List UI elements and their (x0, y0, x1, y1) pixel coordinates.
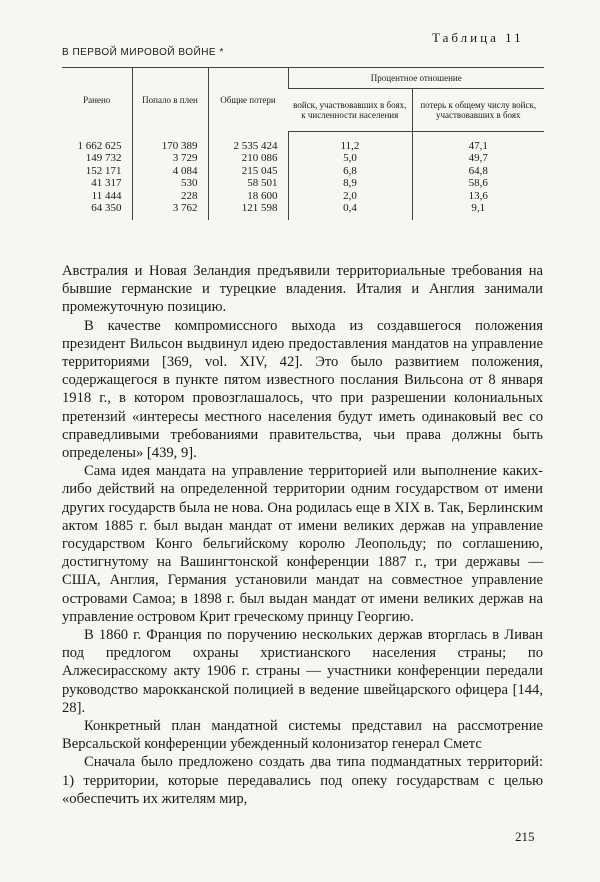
cell-wounded: 149 732 (85, 152, 122, 165)
table-number-label: Таблица 11 (432, 30, 524, 45)
header-pct-losses: потерь к общему числу войск, участвовавших в боях (412, 89, 544, 132)
cell-captured: 170 389 (132, 132, 208, 153)
cell-pct-losses: 64,8 (412, 165, 544, 177)
table-row (62, 177, 544, 189)
cell-captured: 530 (132, 177, 208, 189)
cell-wounded: 11 444 (91, 189, 122, 202)
page-number: 215 (515, 829, 535, 844)
cell-wounded: 152 171 (85, 164, 122, 177)
header-pct-troops: войск, участвовавших в боях, к численности населения (288, 89, 412, 132)
cell-pct-losses: 58,6 (412, 177, 544, 189)
cell-wounded: 41 317 (91, 177, 122, 190)
losses-table (62, 67, 544, 220)
table-row (62, 165, 544, 177)
cell-pct-losses: 49,7 (412, 152, 544, 164)
cell-total: 18 600 (208, 190, 288, 202)
cell-total: 2 535 424 (208, 132, 288, 153)
paragraph: В 1860 г. Франция по поручению нескольких держав вторглась в Ливан под предлогом охраны христианского населения страны; по Алжесирасскому акту 1906 г. страны — участники конференции передали руководство марокканской полицией в ведение швейцарского офицера [144, 28]. (62, 627, 543, 716)
cell-pct-troops: 11,2 (288, 132, 412, 153)
header-percent-ratio: Процентное отношение (288, 68, 544, 89)
cell-pct-troops: 0,4 (288, 202, 412, 220)
paragraph: Сначала было предложено создать два типа подмандатных территорий: 1) территории, которые передавались под опеку государствам с целью «обеспечить их жителям мир, (62, 754, 543, 807)
cell-total: 215 045 (208, 165, 288, 177)
cell-captured: 3 729 (132, 152, 208, 164)
cell-wounded: 64 350 (91, 202, 122, 215)
header-total-losses: Общие потери (208, 68, 288, 132)
cell-pct-troops: 2,0 (288, 190, 412, 202)
cell-pct-troops: 8,9 (288, 177, 412, 189)
paragraph: Конкретный план мандатной системы представил на рассмотрение Версальской конференции убежденный колонизатор генерал Сметс (62, 718, 543, 753)
cell-captured: 4 084 (132, 165, 208, 177)
header-wounded: Ранено (62, 68, 132, 132)
paragraph: Австралия и Новая Зеландия предъявили территориальные требования на бывшие германские и турецкие владения. Италия и Англия занимали промежуточную позицию. (62, 263, 543, 316)
cell-pct-troops: 5,0 (288, 152, 412, 164)
cell-pct-losses: 9,1 (412, 202, 544, 220)
cell-total: 121 598 (208, 202, 288, 220)
table-caption: В ПЕРВОЙ МИРОВОЙ ВОЙНЕ * (62, 47, 224, 58)
cell-wounded: 1 662 625 (77, 139, 122, 152)
cell-total: 210 086 (208, 152, 288, 164)
header-captured: Попало в плен (132, 68, 208, 132)
paragraph: В качестве компромиссного выхода из создавшегося положения президент Вильсон выдвинул идею предоставления мандатов на управление территориями [369, vol. XIV, 42]. Это было развитием положения, содержащегося в пункте пятом известного послания Вильсона от 8 января 1918 г., в котором провозглашалось, что при разрешении колониальных претензий «интересы местного населения будут иметь одинаковый вес со справедливыми требованиями правительства, чьи права должны быть определены» [439, 9]. (62, 317, 543, 462)
cell-captured: 3 762 (132, 202, 208, 220)
cell-captured: 228 (132, 190, 208, 202)
table-row (62, 202, 544, 220)
table-row (62, 190, 544, 202)
table-row (62, 132, 544, 153)
cell-total: 58 501 (208, 177, 288, 189)
body-text (62, 262, 543, 808)
paragraph: Сама идея мандата на управление территорией или выполнение каких-либо действий на определенной территории одним государством от имени других государств была не нова. Она родилась еще в XIX в. Так, Берлинским актом 1885 г. был выдан мандат от имени великих держав на управление государством Конго бельгийскому королю Леопольду; по соглашению, достигнутому на Вашингтонской конференции 1887 г., три державы — США, Англия, Германия установили мандат на совместное управление островами Самоа; в 1898 г. был выдан мандат от имени великих держав на управление островом Крит греческому принцу Георгию. (62, 463, 543, 625)
cell-pct-losses: 13,6 (412, 190, 544, 202)
cell-pct-losses: 47,1 (412, 132, 544, 153)
table-row (62, 152, 544, 164)
cell-pct-troops: 6,8 (288, 165, 412, 177)
